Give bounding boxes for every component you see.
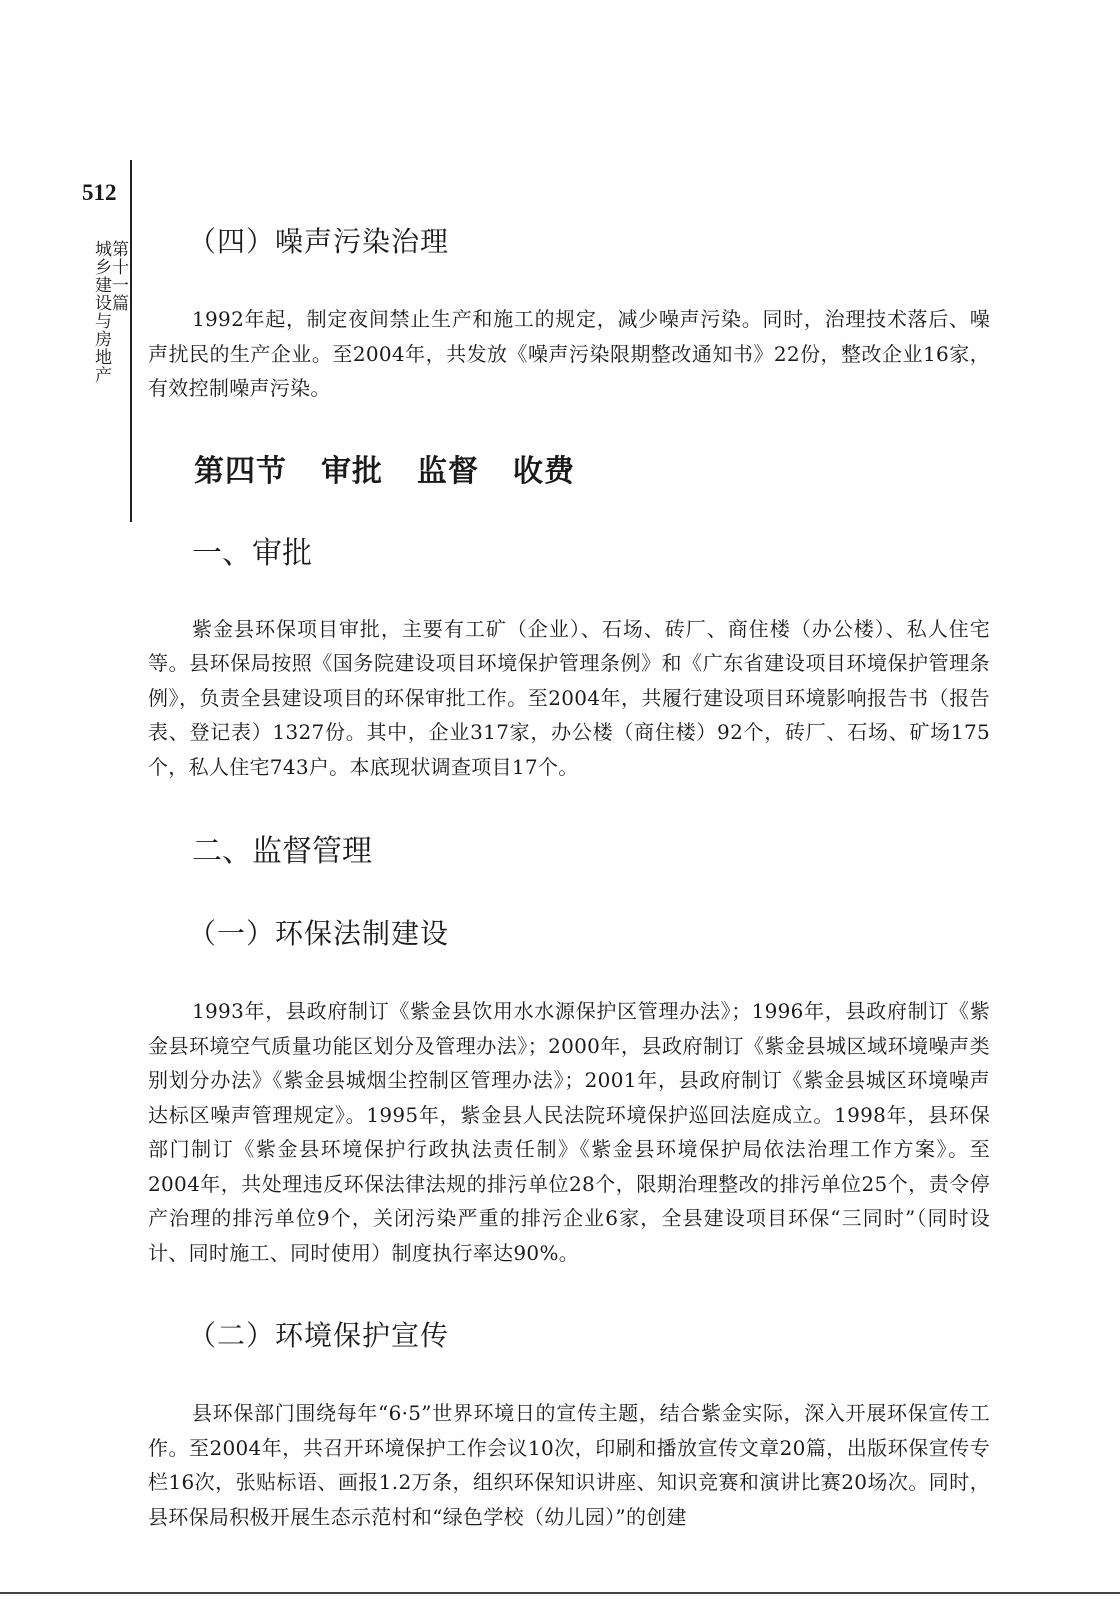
paragraph-legal: 1993年，县政府制订《紫金县饮用水水源保护区管理办法》；1996年，县政府制订《紫金县环境空气质量功能区划分及管理办法》；2000年，县政府制订《紫金县城区域环境噪声类别划分办法》《紫金县城烟尘控制区管理办法》；2001年，县政府制订《紫金县城区环境噪声达标区噪声管理规定》。1995年，紫金县人民法院环境保护巡回法庭成立。1998年，县环保部门制订《紫金县环境保护行政执法责任制》《紫金县环境保护局依法治理工作方案》。至2004年，共处理违反环保法律法规的排污单位28个，限期治理整改的排污单位25个，责令停产治理的排污单位9个，关闭污染严重的排污企业6家，全县建设项目环保“三同时”（同时设计、同时施工、同时使用）制度执行率达90%。 bbox=[148, 999, 990, 1265]
running-head-part: 第十一篇 bbox=[108, 240, 128, 312]
bottom-edge-line bbox=[0, 1592, 1120, 1594]
section-number: 第四节 bbox=[194, 453, 287, 489]
section-word-supervision: 监督 bbox=[417, 453, 479, 489]
page-number: 512 bbox=[82, 180, 117, 205]
paragraph-noise: 1992年起，制定夜间禁止生产和施工的规定，减少噪声污染。同时，治理技术落后、噪声扰民的生产企业。至2004年，共发放《噪声污染限期整改通知书》22份，整改企业16家，有效控制噪声污染。 bbox=[148, 307, 990, 400]
paragraph-approval: 紫金县环保项目审批，主要有工矿（企业）、石场、砖厂、商住楼（办公楼）、私人住宅等。县环保局按照《国务院建设项目环境保护管理条例》和《广东省建设项目环境保护管理条例》，负责全县建设项目的环保审批工作。至2004年，共履行建设项目环境影响报告书（报告表、登记表）1327份。其中，企业317家，办公楼（商住楼）92个，砖厂、石场、矿场175个，私人住宅743户。本底现状调查项目17个。 bbox=[148, 616, 990, 779]
heading-approval: 一、审批 bbox=[192, 535, 312, 571]
running-head bbox=[92, 240, 126, 384]
section-word-fees: 收费 bbox=[513, 453, 575, 489]
page-content bbox=[148, 220, 990, 1534]
section-heading bbox=[148, 446, 990, 490]
section-word-approval: 审批 bbox=[321, 453, 383, 489]
heading-supervision: 二、监督管理 bbox=[192, 834, 372, 869]
heading-legal: （一）环保法制建设 bbox=[188, 917, 450, 950]
paragraph-publicity: 县环保部门围绕每年“6·5”世界环境日的宣传主题，结合紫金实际，深入开展环保宣传工作。至2004年，共召开环境保护工作会议10次，印刷和播放宣传文章20篇，出版环保宣传专栏16次，张贴标语、画报1.2万条，组织环保知识讲座、知识竞赛和演讲比赛20场次。同时，县环保局积极开展生态示范村和“绿色学校（幼儿园）”的创建 bbox=[148, 1401, 990, 1529]
heading-publicity: （二）环境保护宣传 bbox=[188, 1319, 450, 1352]
margin-rule bbox=[130, 160, 132, 522]
heading-noise: （四）噪声污染治理 bbox=[188, 225, 450, 258]
running-head-title: 城乡建设与房地产 bbox=[91, 240, 111, 384]
